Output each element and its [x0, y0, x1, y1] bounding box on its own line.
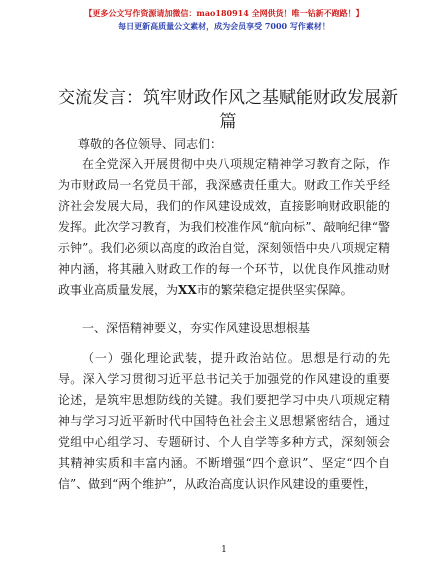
paragraph-section-1-1: （一）强化理论武装，提升政治站位。思想是行动的先导。深入学习贯彻习近平总书记关于加强党的作风建设的重要论述，是筑牢思想防线的关键。我们要把学习中央八项规定精神与学习习近平新时代中国特色社会主义思想紧密结合，通过党组中心组学习、专题研讨、个人自学等多种方式，深刻领会其精神实质和丰富内涵。不断增强“四个意识”、坚定“四个自信”、做到“两个维护”，从政治高度认识作风建设的重要性，	[58, 351, 390, 491]
document-title: 交流发言：筑牢财政作风之基赋能财政发展新篇	[58, 88, 398, 132]
paragraph-intro-city: XX	[178, 283, 197, 297]
paragraph-intro-text: 在全党深入开展贯彻中央八项规定精神学习教育之际，作为市财政局一名党员干部，我深感责任重大。财政工作关乎经济社会发展大局，我们的作风建设成效，直接影响财政职能的发挥。此次学习教育，为我们校准作风“航向标”、敲响纪律“警示钟”。我们必须以高度的政治自觉，深刻领悟中央八项规定精神内涵，将其融入财政工作的每一个环节，以优良作风推动财政事业高质量发展，为	[58, 157, 390, 297]
section-heading-1: 一、深悟精神要义，夯实作风建设思想根基	[82, 321, 311, 335]
page-number: 1	[221, 545, 227, 555]
promo-banner-line1: 【更多公文写作资源请加微信：mao180914 全网供货！唯一钻新不跑路！】	[84, 8, 364, 18]
promo-banner	[0, 8, 448, 32]
paragraph-intro-tail: 市的繁荣稳定提供坚实保障。	[196, 283, 353, 297]
salutation: 尊敬的各位领导、同志们：	[78, 137, 223, 151]
paragraph-intro	[58, 154, 390, 301]
promo-banner-line2: 每日更新高质量公文素材，成为会员享受 7000 写作素材！	[118, 21, 330, 31]
